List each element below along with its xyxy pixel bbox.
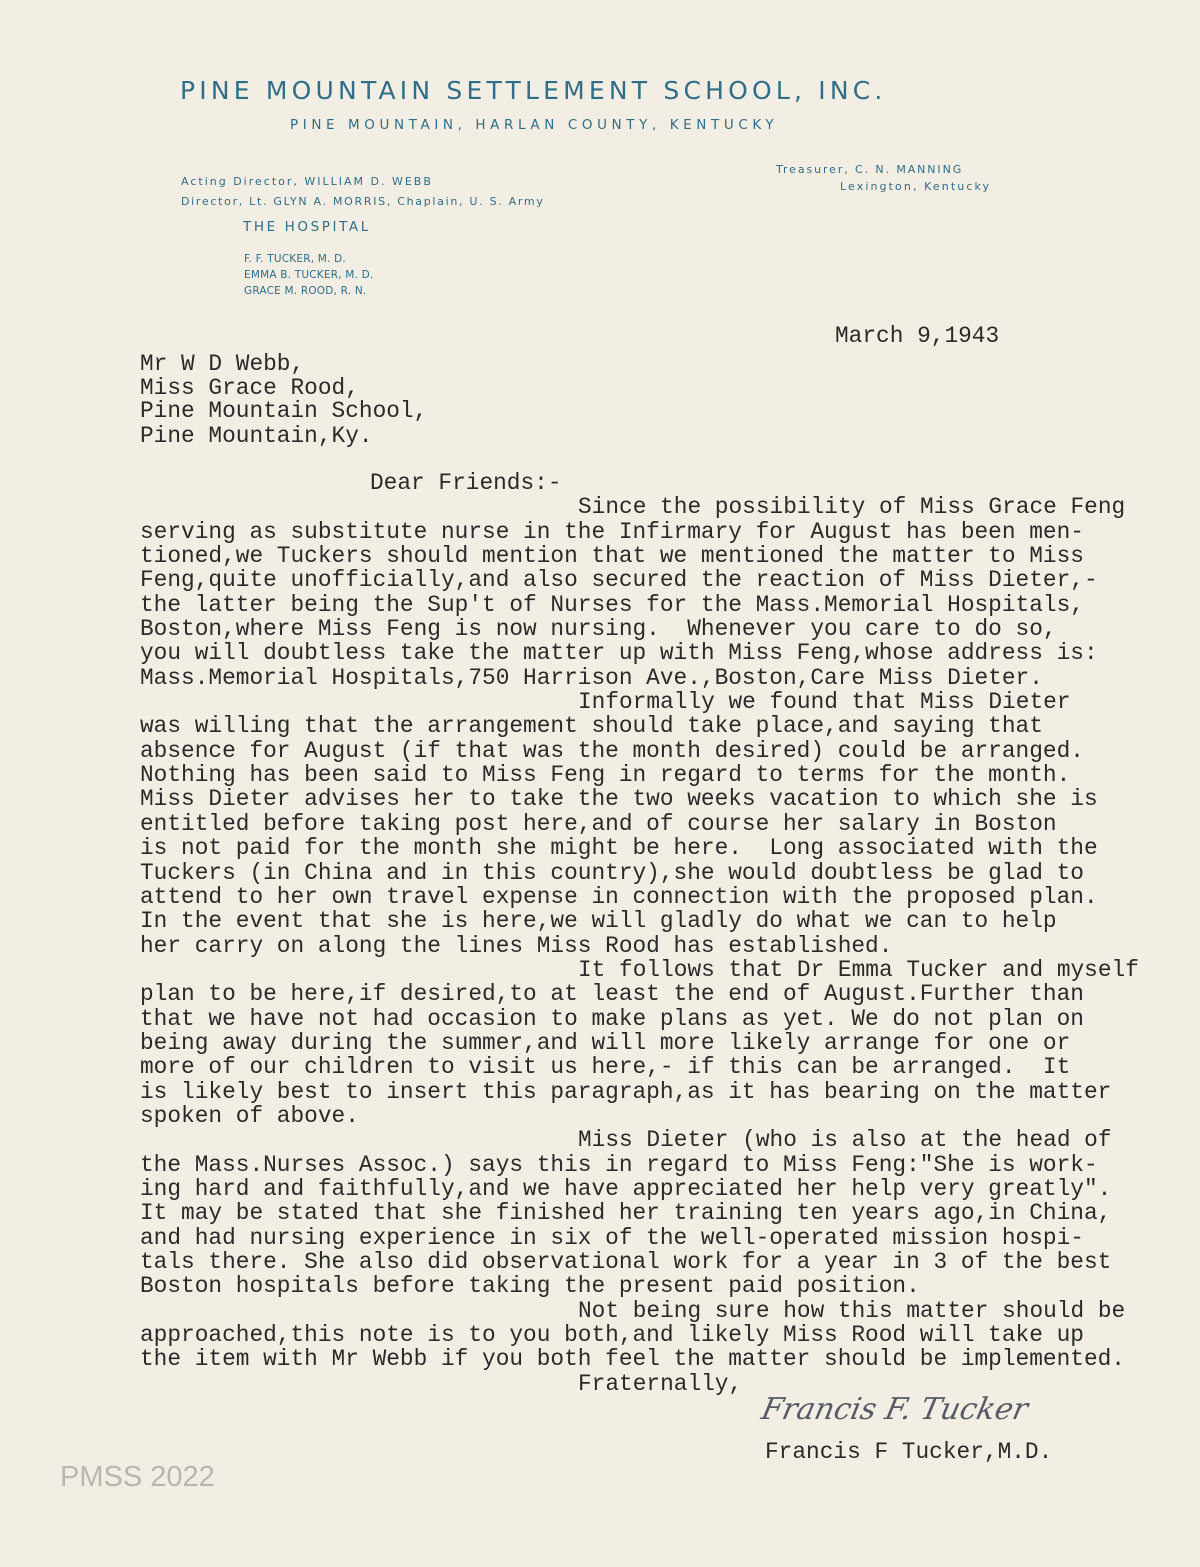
body-line: is not paid for the month she might be here. Long associated with the [140, 835, 1098, 862]
body-line: Miss Dieter (who is also at the head of [578, 1127, 1112, 1154]
body-line: approached,this note is to you both,and likely Miss Rood will take up [140, 1322, 1084, 1349]
body-line: entitled before taking post here,and of course her salary in Boston [140, 810, 1057, 837]
treasurer-location: Lexington, Kentucky [840, 180, 992, 193]
watermark: PMSS 2022 [60, 1461, 215, 1493]
body-line: Since the possibility of Miss Grace Feng [578, 494, 1126, 521]
address-line: Mr W D Webb, [140, 351, 305, 377]
address-line: Pine Mountain,Ky. [140, 423, 373, 449]
body-line: absence for August (if that was the month desired) could be arranged. [140, 737, 1084, 764]
hospital-heading: THE HOSPITAL [243, 219, 371, 235]
letter-date: March 9,1943 [835, 323, 1000, 349]
body-line: more of our children to visit us here,- if this can be arranged. It [140, 1054, 1071, 1081]
body-line: Feng,quite unofficially,and also secured the reaction of Miss Dieter,- [140, 567, 1098, 594]
body-line: Miss Dieter advises her to take the two weeks vacation to which she is [140, 786, 1098, 813]
signature: Francis F. Tucker [758, 1392, 1032, 1427]
body-line: Nothing has been said to Miss Feng in regard to terms for the month. [140, 762, 1071, 789]
body-line: Dear Friends:- [370, 470, 562, 496]
body-line: and had nursing experience in six of the well-operated mission hospi- [140, 1224, 1084, 1251]
address-line: Miss Grace Rood, [140, 375, 359, 401]
body-line: ing hard and faithfully,and we have appreciated her help very greatly". [140, 1175, 1112, 1202]
body-line: the latter being the Sup't of Nurses for the Mass.Memorial Hospitals, [140, 591, 1084, 618]
staff-member: EMMA B. TUCKER, M. D. [244, 269, 374, 281]
body-line: you will doubtless take the matter up with Miss Feng,whose address is: [140, 640, 1098, 667]
body-line: was willing that the arrangement should take place,and saying that [140, 713, 1043, 740]
body-line: Tuckers (in China and in this country),she would doubtless be glad to [140, 859, 1084, 886]
body-line: the item with Mr Webb if you both feel the matter should be implemented. [140, 1346, 1125, 1373]
acting-director: Acting Director, WILLIAM D. WEBB [181, 175, 433, 188]
body-line: It may be stated that she finished her training ten years ago,in China, [140, 1200, 1112, 1227]
body-line: being away during the summer,and will more likely arrange for one or [140, 1029, 1071, 1056]
body-line: Fraternally, [578, 1370, 743, 1397]
body-line: Not being sure how this matter should be [578, 1297, 1126, 1324]
address-line: Pine Mountain School, [140, 398, 428, 424]
body-line: In the event that she is here,we will gladly do what we can to help [140, 908, 1057, 935]
body-line: tioned,we Tuckers should mention that we mentioned the matter to Miss [140, 543, 1084, 570]
body-line: plan to be here,if desired,to at least the end of August.Further than [140, 981, 1084, 1008]
body-line: Mass.Memorial Hospitals,750 Harrison Ave.,Boston,Care Miss Dieter. [140, 664, 1043, 691]
body-line: Boston hospitals before taking the present paid position. [140, 1273, 920, 1300]
body-line: tals there. She also did observational work for a year in 3 of the best [140, 1249, 1112, 1275]
body-line: serving as substitute nurse in the Infirmary for August has been men- [140, 518, 1084, 545]
body-line: the Mass.Nurses Assoc.) says this in regard to Miss Feng:"She is work- [140, 1151, 1098, 1178]
letterhead-subtitle: PINE MOUNTAIN, HARLAN COUNTY, KENTUCKY [290, 117, 779, 133]
treasurer: Treasurer, C. N. MANNING [776, 163, 964, 176]
body-line: her carry on along the lines Miss Rood has established. [140, 932, 893, 959]
body-line: Informally we found that Miss Dieter [578, 689, 1071, 716]
staff-member: GRACE M. ROOD, R. N. [244, 285, 367, 297]
body-line: Boston,where Miss Feng is now nursing. Whenever you care to do so, [140, 616, 1057, 643]
typed-name: Francis F Tucker,M.D. [765, 1439, 1053, 1465]
letter-body [140, 471, 1139, 1396]
body-line: attend to her own travel expense in connection with the proposed plan. [140, 883, 1098, 910]
body-line: It follows that Dr Emma Tucker and myself [578, 956, 1139, 983]
staff-member: F. F. TUCKER, M. D. [244, 253, 346, 265]
body-line: is likely best to insert this paragraph,as it has bearing on the matter [140, 1078, 1112, 1105]
body-line: that we have not had occasion to make plans as yet. We do not plan on [140, 1005, 1084, 1032]
letterhead-title: PINE MOUNTAIN SETTLEMENT SCHOOL, INC. [180, 76, 887, 105]
body-line: spoken of above. [140, 1102, 359, 1129]
director: Director, Lt. GLYN A. MORRIS, Chaplain, U. S. Army [181, 195, 545, 208]
